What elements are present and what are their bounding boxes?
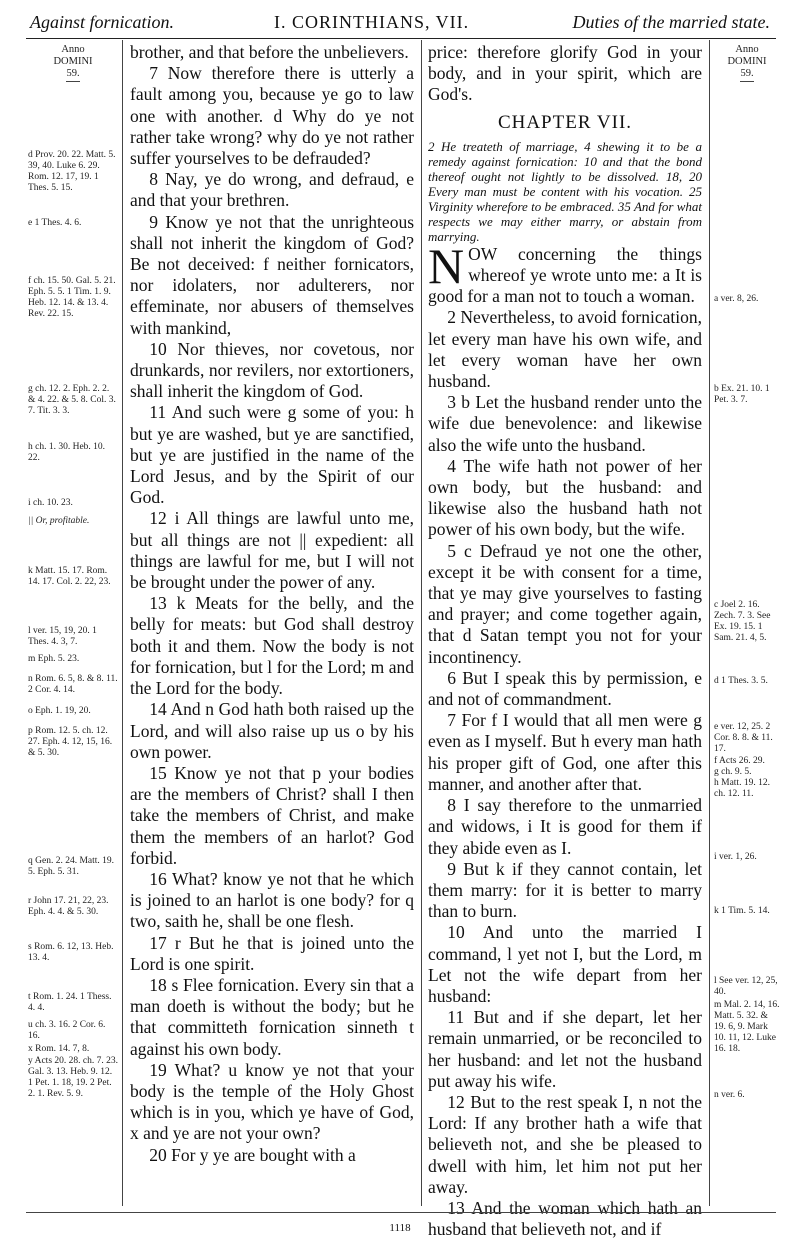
margin-ref: d 1 Thes. 3. 5. <box>714 676 768 686</box>
margin-ref: s Rom. 6. 12, 13. Heb. 13. 4. <box>28 942 114 963</box>
margin-ref: t Rom. 1. 24. 1 Thess. 4. 4. <box>28 992 112 1013</box>
verse-first <box>428 237 702 308</box>
header-center: I. CORINTHIANS, VII. <box>274 12 470 32</box>
margin-ref: l See ver. 12, 25, 40. <box>714 976 778 997</box>
margin-ref: e 1 Thes. 4. 6. <box>28 218 82 228</box>
verse: 9 But k if they cannot contain, let them marry: for it is better to marry than to burn. <box>428 858 702 922</box>
verse: 5 c Defraud ye not one the other, except it be with consent for a time, that ye may give yourselves to fasting and prayer; and come together again, that d Satan tempt you not for your incontinency. <box>428 540 702 667</box>
verse: 7 Now therefore there is utterly a fault among you, because ye go to law one with another. d Why do ye not rather take wrong? why do ye not rather suffer yourselves to be defrauded? <box>130 63 414 169</box>
margin-ref: x Rom. 14. 7, 8. <box>28 1044 90 1054</box>
margin-ref: p Rom. 12. 5. ch. 12. 27. Eph. 4. 12, 15, 16. & 5. 30. <box>28 726 113 758</box>
verse: 12 i All things are lawful unto me, but all things are not || expedient: all things are lawful for me, but I will not be brought under the power of any. <box>130 508 414 593</box>
verse: price: therefore glorify God in your body, and in your spirit, which are God's. <box>428 42 702 105</box>
margin-ref: g ch. 9. 5. <box>714 767 752 777</box>
header-rule <box>26 38 776 39</box>
margin-ref: n Rom. 6. 5, 8. & 8. 11. 2 Cor. 4. 14. <box>28 674 118 695</box>
verse: 9 Know ye not that the unrighteous shall not inherit the kingdom of God? Be not deceived: f neither fornicators, nor idolaters, nor adulterers, nor effeminate, nor abusers of themselves with mankind, <box>130 211 414 338</box>
footer-rule <box>26 1212 776 1213</box>
column-divider <box>421 40 422 1206</box>
margin-ref: m Eph. 5. 23. <box>28 654 80 664</box>
margin-ref: u ch. 3. 16. 2 Cor. 6. 16. <box>28 1020 106 1041</box>
margin-ref: h Matt. 19. 12. ch. 12. 11. <box>714 778 770 799</box>
margin-ref: d Prov. 20. 22. Matt. 5. 39, 40. Luke 6. 29. Rom. 12. 17, 19. 1 Thes. 5. 15. <box>28 150 116 193</box>
verse: 15 Know ye not that p your bodies are the members of Christ? shall I then take the members of Christ, and make them the members of an harlot? God forbid. <box>130 762 414 868</box>
text-column-left <box>130 42 414 1166</box>
right-margin <box>714 44 780 1204</box>
margin-ref: r John 17. 21, 22, 23. Eph. 4. 4. & 5. 30. <box>28 896 109 917</box>
anno-domini-left <box>28 44 118 82</box>
anno-label: Anno <box>61 44 85 55</box>
verse: 18 s Flee fornication. Every sin that a man doeth is without the body; but he that committeth fornication sinneth t against his own body. <box>130 974 414 1059</box>
left-margin <box>28 44 118 1204</box>
verse: 14 And n God hath both raised up the Lord, and will also raise up us o by his own power. <box>130 699 414 762</box>
margin-ref: y Acts 20. 28. ch. 7. 23. Gal. 3. 13. Heb. 9. 12. 1 Pet. 1. 18, 19. 2 Pet. 2. 1. Rev. 5. 9. <box>28 1056 118 1099</box>
verse-text: OW concerning the things whereof ye wrote unto me: a It is good for a man not to touch a woman. <box>428 243 702 307</box>
verse: 11 And such were g some of you: h but ye are washed, but ye are sanctified, but ye are justified in the name of the Lord Jesus, and by the Spirit of our God. <box>130 402 414 508</box>
margin-ref: b Ex. 21. 10. 1 Pet. 3. 7. <box>714 384 770 405</box>
margin-ref: c Joel 2. 16. Zech. 7. 3. See Ex. 19. 15. 1 Sam. 21. 4, 5. <box>714 600 771 643</box>
margin-ref: o Eph. 1. 19, 20. <box>28 706 91 716</box>
header-left: Against fornication. <box>30 12 174 32</box>
margin-ref: n ver. 6. <box>714 1090 745 1100</box>
anno-domini: DOMINI <box>53 56 93 67</box>
verse: 20 For y ye are bought with a <box>149 1144 356 1165</box>
text-column-right <box>428 42 702 1240</box>
verse: 19 What? u know ye not that your body is the temple of the Holy Ghost which is in you, which ye have of God, x and ye are not your own? <box>130 1059 414 1144</box>
chapter-summary: 2 He treateth of marriage, 4 shewing it to be a remedy against fornication: 10 and that the bond thereof ought not lightly to be dissolved. 18, 20 Every man must be content with his vocation. 25 Virginity wherefore to be embraced. 35 And for what respects we may either marry, or abstain from marrying. <box>428 138 702 244</box>
verse: 4 The wife hath not power of her own body, but the husband: and likewise also the husband hath not power of his own body, but the wife. <box>428 455 702 540</box>
verse: 10 And unto the married I command, l yet not I, but the Lord, m Let not the wife depart from her husband: <box>428 922 702 1006</box>
verse: 12 But to the rest speak I, n not the Lord: If any brother hath a wife that believeth not, and she be pleased to dwell with him, let him not put her away. <box>428 1091 702 1197</box>
verse: 8 I say therefore to the unmarried and widows, i It is good for them if they abide even as I. <box>428 795 702 858</box>
right-margin-rule <box>709 40 710 1206</box>
verse: brother, and that before the unbelievers. <box>130 42 409 62</box>
margin-ref: f ch. 15. 50. Gal. 5. 21. Eph. 5. 5. 1 Tim. 1. 9. Heb. 12. 14. & 13. 4. Rev. 22. 15. <box>28 276 116 319</box>
margin-ref: k 1 Tim. 5. 14. <box>714 906 770 916</box>
margin-ref: l ver. 15, 19, 20. 1 Thes. 4. 3, 7. <box>28 626 97 647</box>
chapter-title: CHAPTER VII. <box>497 111 633 133</box>
margin-ref: f Acts 26. 29. <box>714 756 765 766</box>
verse: 6 But I speak this by permission, e and not of commandment. <box>428 667 702 710</box>
margin-ref: || Or, profitable. <box>28 516 90 526</box>
anno-label: Anno <box>735 44 759 55</box>
anno-domini-right <box>714 44 780 82</box>
verse: 2 Nevertheless, to avoid fornication, let every man have his own wife, and let every woman have her own husband. <box>428 307 702 392</box>
left-margin-rule <box>122 40 123 1206</box>
verse: 17 r But he that is joined unto the Lord is one spirit. <box>130 932 414 974</box>
verse: 7 For f I would that all men were g even as I myself. But h every man hath his proper gift of God, one after this manner, and another after that. <box>428 710 702 794</box>
anno-domini: DOMINI <box>727 56 767 67</box>
margin-ref: e ver. 12, 25. 2 Cor. 8. 8. & 11. 17. <box>714 722 773 754</box>
margin-ref: a ver. 8, 26. <box>714 294 759 304</box>
margin-ref: i ver. 1, 26. <box>714 852 757 862</box>
drop-cap: N <box>428 237 465 294</box>
margin-ref: h ch. 1. 30. Heb. 10. 22. <box>28 442 106 463</box>
anno-year: 59. <box>740 68 753 82</box>
margin-ref: i ch. 10. 23. <box>28 498 73 508</box>
verse: 3 b Let the husband render unto the wife due benevolence: and likewise also the wife unto the husband. <box>428 392 702 455</box>
running-header <box>26 8 776 38</box>
margin-ref: g ch. 12. 2. Eph. 2. 2. & 4. 22. & 5. 8. Col. 3. 7. Tit. 3. 3. <box>28 384 116 416</box>
margin-ref: m Mal. 2. 14, 16. Matt. 5. 32. & 19. 6, 9. Mark 10. 11, 12. Luke 16. 18. <box>714 1000 780 1054</box>
header-right: Duties of the married state. <box>572 12 770 32</box>
verse: 11 But and if she depart, let her remain unmarried, or be reconciled to her husband: and let not the husband put away his wife. <box>428 1007 702 1091</box>
margin-ref: k Matt. 15. 17. Rom. 14. 17. Col. 2. 22, 23. <box>28 566 111 587</box>
page-number: 1118 <box>389 1222 411 1234</box>
verse: 16 What? know ye not that he which is joined to an harlot is one body? for q two, saith he, shall be one flesh. <box>130 868 414 932</box>
verse: 8 Nay, ye do wrong, and defraud, e and that your brethren. <box>130 169 414 211</box>
verse: 13 k Meats for the belly, and the belly for meats: but God shall destroy both it and them. Now the body is not for fornication, but l for the Lord; m and the Lord for the body. <box>130 593 414 699</box>
margin-ref: q Gen. 2. 24. Matt. 19. 5. Eph. 5. 31. <box>28 856 115 877</box>
anno-year: 59. <box>66 68 79 82</box>
verse: 10 Nor thieves, nor covetous, nor drunkards, nor revilers, nor extortioners, shall inherit the kingdom of God. <box>130 338 414 402</box>
verse: 13 And the woman which hath an husband that believeth not, and if <box>428 1197 702 1240</box>
